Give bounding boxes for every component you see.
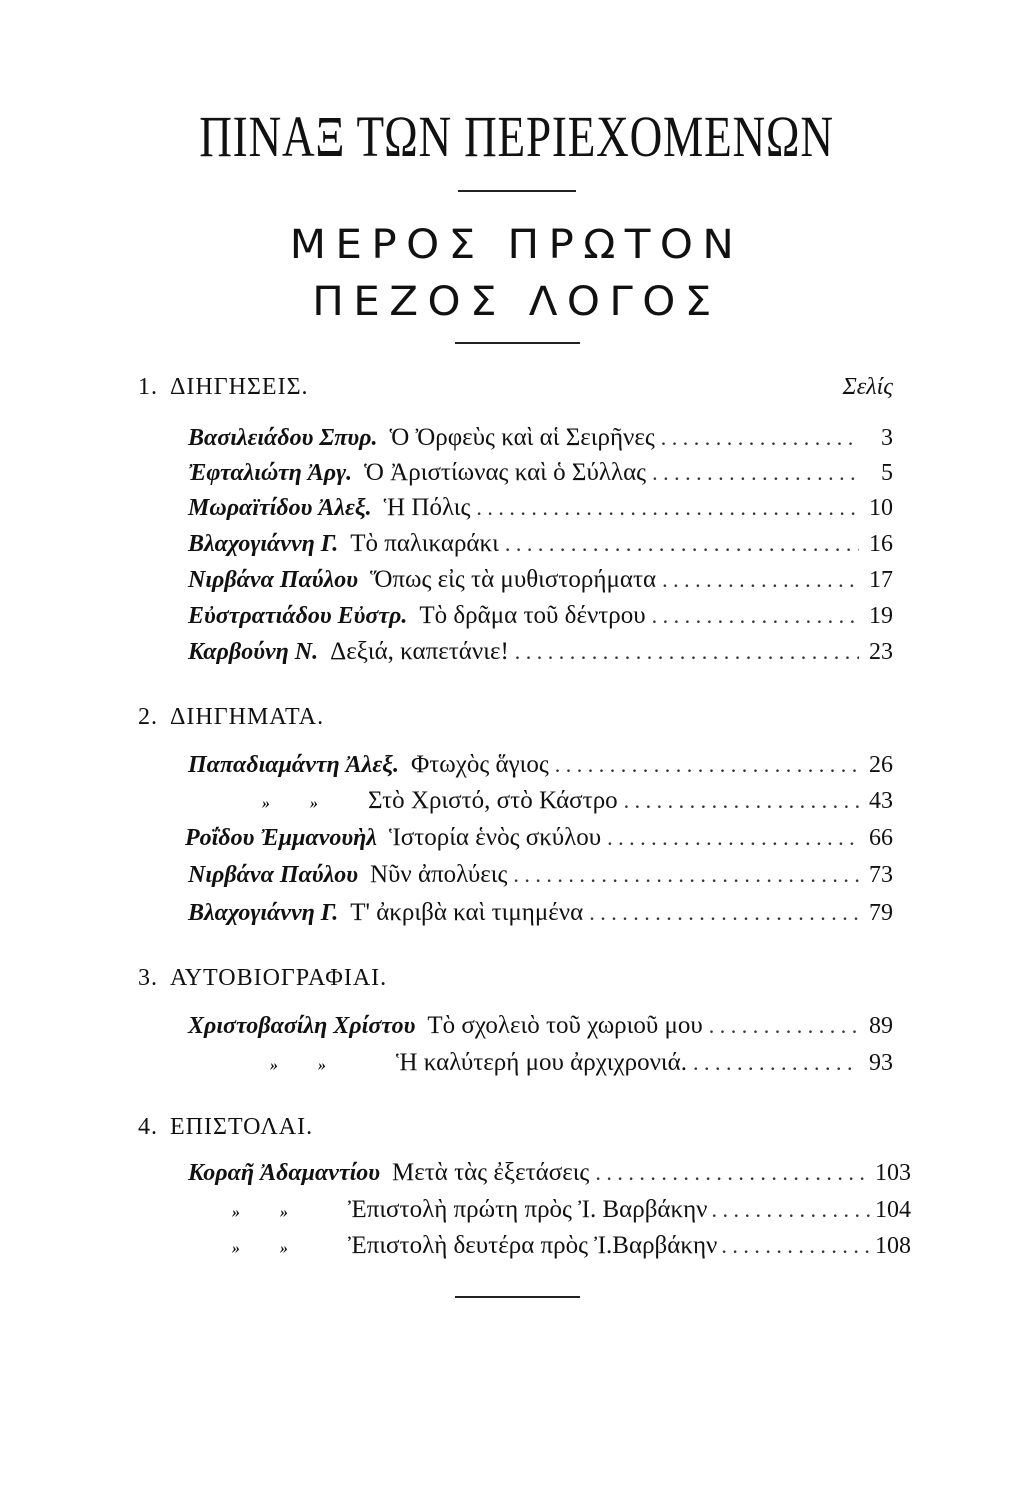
- toc-entry: [188, 460, 893, 485]
- entry-title: Τ' ἀκριβὰ καὶ τιμημένα: [350, 899, 584, 926]
- entry-author: Μωραϊτίδου Ἀλεξ.: [188, 495, 372, 521]
- entry-page: 93: [869, 1050, 893, 1076]
- toc-entry: [185, 825, 893, 850]
- entry-author: Ἐφταλιώτη Ἀργ.: [188, 460, 353, 486]
- entry-title: Ἱστορία ἑνὸς σκύλου: [388, 824, 602, 851]
- section-number: 2.: [138, 704, 158, 730]
- entry-author: Βλαχογιάννη Γ.: [188, 900, 339, 926]
- dot-leader: [652, 605, 859, 627]
- entry-page: 26: [869, 752, 893, 778]
- entry-author: Χριστοβασίλη Χρίστου: [188, 1013, 416, 1039]
- page-title: ΠΙΝΑΞ ΤΩΝ ΠΕΡΙΕΧΟΜΕΝΩΝ: [199, 104, 834, 169]
- entry-author: Βασιλειάδου Σπυρ.: [188, 425, 378, 451]
- divider-bottom: [455, 1296, 580, 1298]
- dot-leader: [505, 533, 859, 555]
- entry-author: Παπαδιαμάντη Ἀλεξ.: [188, 752, 399, 778]
- section-title: ΑΥΤΟΒΙΟΓΡΑΦΙΑΙ.: [170, 965, 388, 991]
- dot-leader: [662, 569, 859, 591]
- section-number: 3.: [138, 965, 158, 991]
- entry-title: Τὸ παλικαράκι: [350, 530, 499, 557]
- toc-entry: [188, 531, 893, 556]
- entry-title: Τὸ δρᾶμα τοῦ δέντρου: [419, 602, 646, 629]
- entry-page: 104: [875, 1197, 911, 1223]
- entry-title: Ὁ Ὀρφεὺς καὶ αἱ Σειρῆνες: [389, 424, 655, 451]
- toc-entry: [188, 1159, 911, 1186]
- entry-title: Νῦν ἀπολύεις: [369, 861, 508, 888]
- dot-leader: [721, 1235, 871, 1257]
- entry-author: Νιρβάνα Παύλου: [188, 862, 358, 888]
- section-number: 4.: [138, 1114, 158, 1140]
- ditto-mark: » »: [232, 1240, 288, 1257]
- entry-title: Μετὰ τὰς ἐξετάσεις: [392, 1159, 590, 1186]
- entry-author: Νιρβάνα Παύλου: [188, 567, 358, 593]
- entry-page: 23: [869, 639, 893, 665]
- dot-leader: [607, 827, 859, 849]
- entry-page: 16: [869, 531, 893, 557]
- entry-page: 19: [869, 603, 893, 629]
- toc-entry: [188, 752, 893, 777]
- entry-page: 17: [869, 567, 893, 593]
- part-heading: ΜΕΡΟΣ ΠΡΩΤΟΝ: [289, 222, 744, 268]
- toc-entry: [188, 567, 893, 592]
- ditto-mark: » »: [270, 1057, 326, 1074]
- entry-author: Ροΐδου Ἐμμανουὴλ: [185, 825, 377, 851]
- divider-top: [458, 190, 576, 192]
- section-title: ΔΙΗΓΗΜΑΤΑ.: [170, 704, 325, 730]
- toc-entry: [188, 900, 893, 925]
- subpart-heading: ΠΕΖΟΣ ΛΟΓΟΣ: [312, 279, 721, 325]
- dot-leader: [709, 1015, 859, 1037]
- toc-entry: [270, 1050, 893, 1075]
- entry-page: 89: [869, 1013, 893, 1039]
- dot-leader: [652, 462, 859, 484]
- ditto-mark: » »: [232, 1204, 288, 1221]
- entry-title: Ἐπιστολὴ δευτέρα πρὸς Ἰ.Βαρβάκην: [348, 1232, 718, 1259]
- entry-page: 10: [869, 495, 893, 521]
- section-title: ΕΠΙΣΤΟΛΑΙ.: [170, 1114, 314, 1140]
- entry-page: 73: [869, 862, 893, 888]
- entry-title: Ὅπως εἰς τὰ μυθιστορήματα: [369, 566, 657, 593]
- dot-leader: [624, 790, 859, 812]
- entry-author: Εὐστρατιάδου Εὐστρ.: [188, 603, 408, 629]
- entry-page: 66: [869, 825, 893, 851]
- entry-author: Κοραῆ Ἀδαμαντίου: [188, 1160, 381, 1186]
- entry-page: 108: [875, 1233, 911, 1259]
- toc-entry: [232, 1196, 911, 1223]
- section-title: ΔΙΗΓΗΣΕΙΣ.: [170, 374, 309, 400]
- page-column-label: Σελίς: [842, 374, 893, 400]
- entry-title: Φτωχὸς ἅγιος: [410, 751, 549, 778]
- divider-middle: [455, 342, 580, 344]
- entry-page: 3: [881, 425, 893, 451]
- entry-title: Ἐπιστολὴ πρώτη πρὸς Ἰ. Βαρβάκην: [348, 1196, 708, 1223]
- toc-entry: [188, 495, 893, 520]
- dot-leader: [595, 1162, 869, 1184]
- toc-entry: [188, 603, 893, 628]
- section-heading: [138, 375, 309, 399]
- section-heading: [138, 966, 387, 990]
- dot-leader: [513, 864, 859, 886]
- toc-entry: [188, 1013, 893, 1038]
- entry-title: Στὸ Χριστό, στὸ Κάστρο: [368, 787, 618, 814]
- section-heading: [138, 705, 324, 729]
- toc-entry: [188, 425, 893, 450]
- entry-title: Δεξιά, καπετάνιε!: [330, 638, 509, 665]
- entry-title: Ἡ καλύτερή μου ἀρχιχρονιά.: [396, 1049, 687, 1076]
- ditto-mark: » »: [262, 795, 318, 812]
- dot-leader: [712, 1199, 872, 1221]
- dot-leader: [661, 427, 859, 449]
- entry-author: Καρβούνη Ν.: [188, 639, 319, 665]
- entry-page: 103: [875, 1160, 911, 1186]
- entry-title: Ὁ Ἀριστίωνας καὶ ὁ Σύλλας: [364, 459, 647, 486]
- entry-title: Τὸ σχολειὸ τοῦ χωριοῦ μου: [427, 1012, 703, 1039]
- section-number: 1.: [138, 374, 158, 400]
- toc-entry: [262, 788, 893, 813]
- toc-entry: [188, 862, 893, 887]
- dot-leader: [589, 902, 859, 924]
- dot-leader: [555, 754, 859, 776]
- dot-leader: [476, 497, 859, 519]
- dot-leader: [693, 1052, 859, 1074]
- entry-page: 43: [869, 788, 893, 814]
- toc-entry: [232, 1232, 911, 1259]
- entry-author: Βλαχογιάννη Γ.: [188, 531, 339, 557]
- entry-page: 5: [881, 460, 893, 486]
- toc-entry: [188, 639, 893, 664]
- entry-page: 79: [869, 900, 893, 926]
- section-heading: [138, 1115, 313, 1139]
- entry-title: Ἡ Πόλις: [383, 494, 471, 521]
- dot-leader: [515, 641, 859, 663]
